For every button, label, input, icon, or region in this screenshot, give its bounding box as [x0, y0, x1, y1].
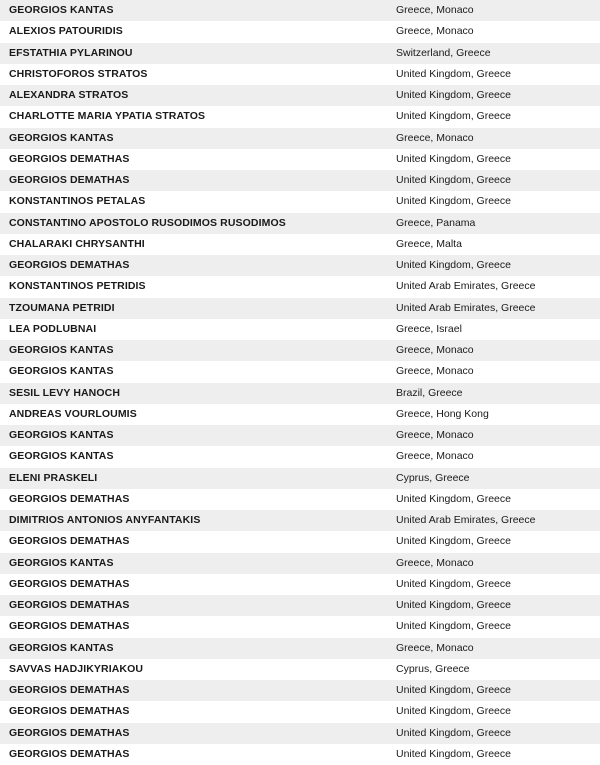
person-name-cell: GEORGIOS DEMATHAS: [9, 599, 130, 611]
table-row: [0, 383, 600, 404]
person-name-cell: GEORGIOS DEMATHAS: [9, 535, 130, 548]
person-name-cell: GEORGIOS KANTAS: [9, 344, 114, 356]
countries-cell: Brazil, Greece: [396, 386, 463, 399]
person-name-cell: GEORGIOS DEMATHAS: [9, 492, 130, 505]
countries-cell: United Kingdom, Greece: [396, 195, 511, 208]
person-name-cell: CHALARAKI CHRYSANTHI: [9, 237, 145, 250]
countries-cell: Switzerland, Greece: [396, 46, 491, 59]
person-name-cell: CONSTANTINO APOSTOLO RUSODIMOS RUSODIMOS: [9, 216, 286, 229]
person-name-cell: GEORGIOS DEMATHAS: [9, 174, 130, 186]
countries-cell: United Kingdom, Greece: [396, 174, 511, 186]
person-name-cell: GEORGIOS KANTAS: [9, 429, 114, 441]
countries-cell: Greece, Hong Kong: [396, 407, 489, 420]
person-name-cell: CHARLOTTE MARIA YPATIA STRATOS: [9, 110, 206, 123]
table-row: [0, 191, 600, 212]
person-name-cell: CHRISTOFOROS STRATOS: [9, 67, 148, 80]
table-row: [0, 446, 600, 467]
countries-cell: Cyprus, Greece: [396, 662, 470, 675]
countries-cell: Greece, Monaco: [396, 4, 474, 16]
countries-cell: United Arab Emirates, Greece: [396, 280, 536, 293]
person-name-cell: GEORGIOS DEMATHAS: [9, 620, 130, 633]
person-name-cell: GEORGIOS DEMATHAS: [9, 726, 130, 739]
person-name-cell: GEORGIOS KANTAS: [9, 556, 114, 569]
table-row: [0, 701, 600, 722]
person-name-cell: GEORGIOS DEMATHAS: [9, 152, 130, 165]
table-row: [0, 0, 600, 21]
countries-cell: United Kingdom, Greece: [396, 89, 511, 101]
table-row: [0, 170, 600, 191]
person-name-cell: ANDREAS VOURLOUMIS: [9, 407, 137, 420]
countries-cell: Greece, Monaco: [396, 344, 474, 356]
person-name-cell: SAVVAS HADJIKYRIAKOU: [9, 662, 144, 675]
person-name-cell: KONSTANTINOS PETRIDIS: [9, 280, 146, 293]
table-row: [0, 21, 600, 42]
table-row: [0, 553, 600, 574]
countries-cell: Greece, Panama: [396, 216, 476, 229]
person-name-cell: GEORGIOS KANTAS: [9, 365, 114, 378]
person-name-cell: DIMITRIOS ANTONIOS ANYFANTAKIS: [9, 514, 201, 526]
person-name-cell: LEA PODLUBNAI: [9, 322, 97, 335]
countries-cell: Greece, Monaco: [396, 365, 474, 378]
person-name-cell: GEORGIOS KANTAS: [9, 641, 114, 654]
table-row: [0, 340, 600, 361]
table-row: [0, 43, 600, 64]
person-name-cell: GEORGIOS DEMATHAS: [9, 577, 130, 590]
countries-cell: Cyprus, Greece: [396, 471, 470, 484]
person-name-cell: ALEXANDRA STRATOS: [9, 89, 129, 101]
table-row: [0, 319, 600, 340]
countries-cell: Greece, Monaco: [396, 641, 474, 654]
table-row: [0, 234, 600, 255]
countries-cell: United Arab Emirates, Greece: [396, 301, 536, 314]
countries-cell: Greece, Monaco: [396, 429, 474, 441]
table-row: [0, 276, 600, 297]
person-name-cell: KONSTANTINOS PETALAS: [9, 195, 146, 208]
table-row: [0, 255, 600, 276]
table-row: [0, 531, 600, 552]
countries-cell: Greece, Israel: [396, 322, 462, 335]
table-row: [0, 298, 600, 319]
person-name-cell: GEORGIOS KANTAS: [9, 4, 114, 16]
countries-cell: United Kingdom, Greece: [396, 492, 511, 505]
table-row: [0, 85, 600, 106]
countries-cell: United Kingdom, Greece: [396, 67, 511, 80]
countries-cell: Greece, Monaco: [396, 25, 474, 38]
person-name-cell: GEORGIOS DEMATHAS: [9, 705, 130, 718]
countries-cell: United Kingdom, Greece: [396, 259, 511, 271]
countries-cell: United Kingdom, Greece: [396, 599, 511, 611]
person-name-cell: GEORGIOS DEMATHAS: [9, 259, 130, 271]
countries-cell: United Kingdom, Greece: [396, 726, 511, 739]
table-row: [0, 425, 600, 446]
countries-cell: United Kingdom, Greece: [396, 535, 511, 548]
person-name-cell: SESIL LEVY HANOCH: [9, 386, 121, 399]
person-name-cell: GEORGIOS KANTAS: [9, 131, 114, 144]
table-row: [0, 64, 600, 85]
countries-cell: United Arab Emirates, Greece: [396, 514, 536, 526]
table-row: [0, 149, 600, 170]
person-name-cell: ELENI PRASKELI: [9, 471, 98, 484]
person-name-cell: EFSTATHIA PYLARINOU: [9, 46, 133, 59]
countries-cell: United Kingdom, Greece: [396, 747, 511, 760]
countries-cell: United Kingdom, Greece: [396, 705, 511, 718]
countries-cell: Greece, Monaco: [396, 450, 474, 463]
countries-cell: Greece, Monaco: [396, 131, 474, 144]
countries-cell: United Kingdom, Greece: [396, 110, 511, 123]
countries-cell: Greece, Malta: [396, 237, 462, 250]
table-row: [0, 213, 600, 234]
countries-cell: United Kingdom, Greece: [396, 577, 511, 590]
person-name-cell: GEORGIOS DEMATHAS: [9, 747, 130, 760]
person-name-cell: GEORGIOS DEMATHAS: [9, 684, 130, 696]
countries-cell: United Kingdom, Greece: [396, 620, 511, 633]
table-row: [0, 595, 600, 616]
table-row: [0, 510, 600, 531]
person-name-cell: TZOUMANA PETRIDI: [9, 301, 115, 314]
table-row: [0, 574, 600, 595]
table-row: [0, 723, 600, 744]
table-row: [0, 404, 600, 425]
table-row: [0, 659, 600, 680]
table-row: [0, 468, 600, 489]
table-row: [0, 680, 600, 701]
person-name-cell: ALEXIOS PATOURIDIS: [9, 25, 123, 38]
table-row: [0, 361, 600, 382]
person-name-cell: GEORGIOS KANTAS: [9, 450, 114, 463]
countries-cell: Greece, Monaco: [396, 556, 474, 569]
table-row: [0, 638, 600, 659]
countries-cell: United Kingdom, Greece: [396, 684, 511, 696]
table-row: [0, 616, 600, 637]
countries-cell: United Kingdom, Greece: [396, 152, 511, 165]
table-row: [0, 128, 600, 149]
table-row: [0, 744, 600, 765]
table-row: [0, 106, 600, 127]
table-row: [0, 489, 600, 510]
